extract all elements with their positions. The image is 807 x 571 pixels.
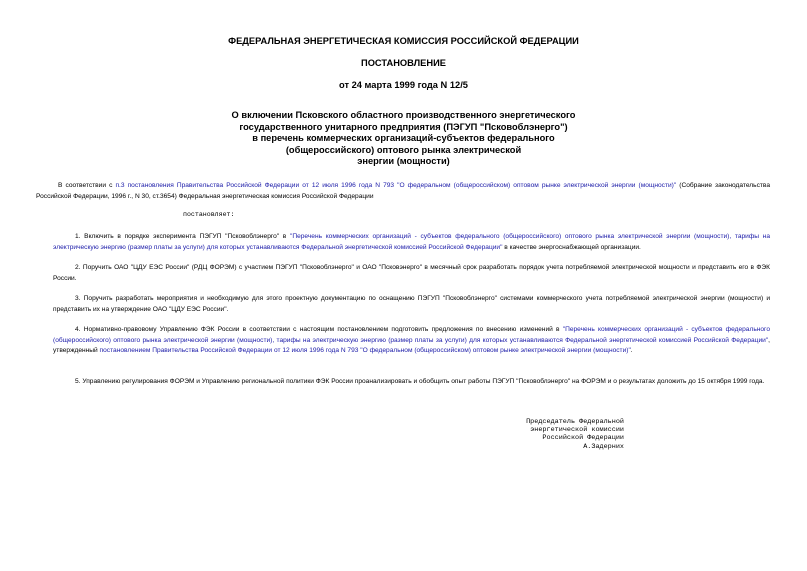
document-type: ПОСТАНОВЛЕНИЕ	[361, 58, 446, 68]
signature-line: Российской Федерации	[542, 434, 624, 443]
signature-line: Председатель Федеральной	[526, 418, 624, 426]
government-decree-link[interactable]: п.3 постановления Правительства Российской Федерации от 12 июля 1996 года N 793 "О федеральном (общероссийском) оптовом рынке электрической энергии (мощности)"	[115, 182, 677, 189]
clause-5: 5. Управлению регулирования ФОРЭМ и Управлению региональной политики ФЭК России проанализировать и обобщить опыт работы ПЭГУП "Псковоблэнерго" на ФОРЭМ и о результатах доложить до 15 октября 1999 года.	[75, 378, 765, 385]
document-title	[0, 110, 807, 168]
title-line: в перечень коммерческих организаций-субъектов федерального	[252, 133, 555, 144]
signature-line: энергетической комиссии	[530, 426, 624, 435]
clause-2: 2. Поручить ОАО "ЦДУ ЕЭС России" (РДЦ ФОРЭМ) с участием ПЭГУП "Псковоблэнерго" и ОАО "Псковэнерго" в месячный срок разработать порядок учета потребляемой электрической мощности и представить его в ФЭК России.	[53, 264, 770, 282]
signature-block	[500, 418, 624, 451]
title-line: государственного унитарного предприятия (ПЭГУП "Псковоблэнерго")	[239, 121, 568, 132]
issuing-organization: ФЕДЕРАЛЬНАЯ ЭНЕРГЕТИЧЕСКАЯ КОМИССИЯ РОССИЙСКОЙ ФЕДЕРАЦИИ	[228, 36, 579, 46]
title-line: энергии (мощности)	[357, 156, 450, 167]
organizations-list-link[interactable]: "Перечень коммерческих организаций - субъектов федерального (общероссийского) оптового рынка электрической энергии (мощности), тарифы на электрическую энергию (размер платы за услуги) для которых устанавливаются Федеральной энергетической комиссией Российской Федерации"	[53, 233, 770, 251]
signature-line: А.Задерних	[583, 442, 624, 451]
government-decree-link[interactable]: постановлением Правительства Российской Федерации от 12 июля 1996 года N 793 "О федеральном (общероссийском) оптовом рынке электрической энергии (мощности)"	[99, 347, 631, 354]
clause-1: 1. Включить в порядке эксперимента ПЭГУП "Псковоблэнерго" в "Перечень коммерческих организаций - субъектов федерального (общероссийского) оптового рынка электрической энергии (мощности), тарифы на электрическую энергию (размер платы за услуги) для которых устанавливаются Федеральной энергетической комиссией Российской Федерации" в качестве энергоснабжающей организации.	[53, 233, 770, 251]
clause-4: 4. Нормативно-правовому Управлению ФЭК России в соответствии с настоящим постановлением подготовить предложения по внесению изменений в "Перечень коммерческих организаций - субъектов федерального (общероссийского) оптового рынка электрической энергии (мощности), тарифы на электрическую энергию (размер платы за услуги) для которых устанавливаются Федеральной энергетической комиссией Российской Федерации", утвержденный постановлением Правительства Российской Федерации от 12 июля 1996 года N 793 "О федеральном (общероссийском) оптовом рынке электрической энергии (мощности)".	[53, 326, 770, 354]
document-date-number: от 24 марта 1999 года N 12/5	[339, 80, 468, 90]
clause-3: 3. Поручить разработать мероприятия и необходимую для этого проектную документацию по оснащению ПЭГУП "Псковоблэнерго" системами коммерческого учета потребляемой электрической энергии (мощности) и представить их на утверждение ОАО "ЦДУ ЕЭС России".	[53, 295, 770, 313]
resolve-word: постановляет:	[183, 211, 235, 218]
title-line: (общероссийского) оптового рынка электрической	[285, 144, 522, 155]
organizations-list-link[interactable]: "Перечень коммерческих организаций - субъектов федерального (общероссийского) оптового рынка электрической энергии (мощности), тарифы на электрическую энергию (размер платы за услуги) для которых устанавливаются Федеральной энергетической комиссией Российской Федерации"	[53, 326, 770, 344]
intro-paragraph: В соответствии с п.3 постановления Правительства Российской Федерации от 12 июля 1996 года N 793 "О федеральном (общероссийском) оптовом рынке электрической энергии (мощности)" (Собрание законодательства Российской Федерации, 1996 г., N 30, ст.3654) Федеральная энергетическая комиссия Российской Федерации	[36, 182, 770, 200]
title-line: О включении Псковского областного производственного энергетического	[231, 110, 576, 120]
